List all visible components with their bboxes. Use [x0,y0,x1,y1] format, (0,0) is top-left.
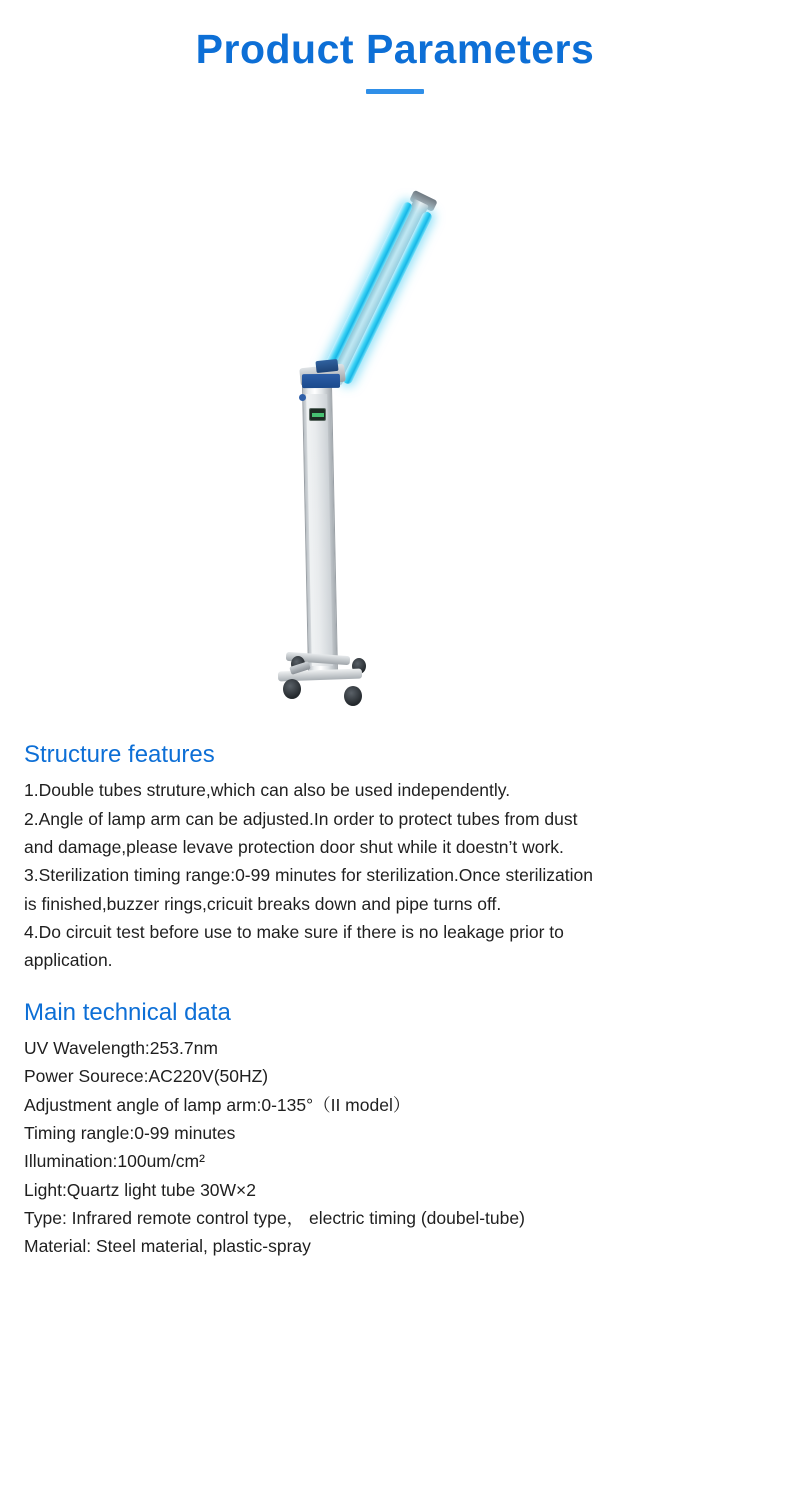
lamp-column-head [302,374,340,388]
lamp-arm-hinge-cap [315,359,338,373]
page-title: Product Parameters [195,26,595,72]
section-divider-space [24,975,766,997]
spec-line-material: Material: Steel material, plastic-spray [24,1236,311,1257]
section-body-structure-features [24,776,766,974]
text-line: 4.Do circuit test before use to make sure if there is no leakage prior to [24,922,564,943]
section-structure-features [24,739,766,975]
text-line: 1.Double tubes struture,which can also be used independently. [24,780,511,801]
product-image [0,94,790,739]
text-line: application. [24,950,113,971]
section-main-technical-data [24,997,766,1261]
content-area [0,739,790,1261]
page-header [0,0,790,94]
section-heading-main-technical-data: Main technical data [24,998,231,1026]
text-line: and damage,please levave protection door shut while it doestn’t work. [24,837,564,858]
section-body-main-technical-data [24,1034,766,1261]
caster-wheel [283,679,301,699]
text-line: is finished,buzzer rings,cricuit breaks down and pipe turns off. [24,893,502,914]
spec-line-power-source: Power Sourece:AC220V(50HZ) [24,1066,269,1087]
spec-line-uv-wavelength: UV Wavelength:253.7nm [24,1037,218,1058]
caster-wheel [344,686,362,706]
spec-line-light: Light:Quartz light tube 30W×2 [24,1179,257,1200]
text-line: 2.Angle of lamp arm can be adjusted.In order to protect tubes from dust [24,808,578,829]
section-heading-structure-features: Structure features [24,741,215,769]
spec-line-illumination: Illumination:100um/cm² [24,1151,205,1172]
text-line: 3.Sterilization timing range:0-99 minutes for sterilization.Once sterilization [24,865,594,886]
uv-lamp-illustration [0,94,790,739]
spec-line-timing-range: Timing rangle:0-99 minutes [24,1122,236,1143]
spec-line-adjustment-angle: Adjustment angle of lamp arm:0-135°（II model） [24,1094,411,1115]
timer-display-panel [309,408,326,421]
lamp-arm-frame [327,199,429,386]
spec-line-type: Type: Infrared remote control type， electric timing (doubel-tube) [24,1207,525,1228]
